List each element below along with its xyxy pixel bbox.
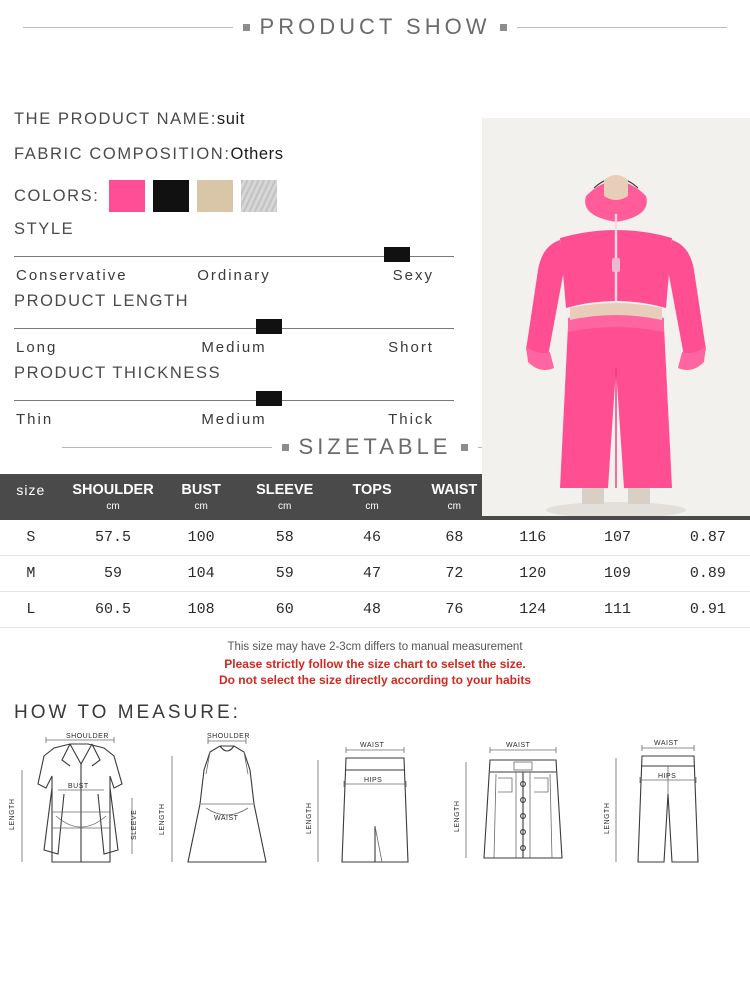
attribute-thickness (14, 364, 454, 428)
svg-text:HIPS: HIPS (364, 776, 383, 784)
product-name-row (14, 110, 464, 129)
attribute-thickness-title: PRODUCT THICKNESS (14, 364, 222, 382)
grey-swatch[interactable] (241, 180, 277, 212)
svg-text:SHOULDER: SHOULDER (207, 732, 250, 740)
svg-text:WAIST: WAIST (214, 814, 239, 822)
track-marker[interactable] (384, 247, 410, 262)
svg-text:LENGTH: LENGTH (159, 803, 166, 835)
cell-hips: 116 (496, 520, 569, 556)
attribute-thickness-ticks (14, 407, 454, 428)
col-header-tops: TOPS (331, 474, 412, 500)
product-photo (482, 118, 750, 516)
attribute-length-ticks (14, 335, 454, 356)
cell-shoulder: 57.5 (62, 520, 165, 556)
size-table-body (0, 520, 750, 628)
fabric-label: FABRIC COMPOSITION: (14, 145, 231, 163)
unit-shoulder: cm (62, 500, 165, 520)
attribute-style (14, 220, 454, 284)
svg-text:WAIST: WAIST (360, 741, 385, 749)
tick-label: Thin (16, 411, 54, 428)
divider-left (23, 27, 233, 28)
cell-sleeve: 60 (238, 592, 332, 628)
track-bar (14, 400, 454, 401)
svg-text:LENGTH: LENGTH (306, 802, 313, 834)
unit-sleeve: cm (238, 500, 332, 520)
table-row (0, 556, 750, 592)
cell-hips: 120 (496, 556, 569, 592)
cell-waist: 72 (413, 556, 496, 592)
size-notes (0, 640, 750, 688)
pants-figure (598, 730, 744, 880)
attribute-length-track[interactable] (14, 317, 454, 335)
square-bullet-icon (282, 444, 289, 451)
tick-label: Ordinary (197, 267, 271, 284)
cell-bust: 104 (164, 556, 238, 592)
cell-bust: 108 (164, 592, 238, 628)
table-row (0, 520, 750, 556)
note-tolerance: This size may have 2-3cm differs to manual measurement (227, 641, 523, 653)
product-overview (0, 40, 750, 428)
cell-weight: 0.87 (666, 520, 750, 556)
square-bullet-icon (461, 444, 468, 451)
attribute-length-title: PRODUCT LENGTH (14, 292, 190, 310)
cell-tops: 47 (331, 556, 412, 592)
cell-bottoms: 109 (569, 556, 665, 592)
col-header-size: size (0, 474, 62, 500)
how-to-measure-title: HOW TO MEASURE: (14, 701, 241, 723)
denim-skirt-figure (450, 730, 596, 880)
cell-waist: 68 (413, 520, 496, 556)
track-marker[interactable] (256, 391, 282, 406)
unit-tops: cm (331, 500, 412, 520)
cell-size: M (0, 556, 62, 592)
divider-left (62, 447, 272, 448)
note-habits: Do not select the size directly according to your habits (218, 672, 532, 687)
skirt-figure (302, 730, 448, 880)
tick-label: Thick (388, 411, 434, 428)
col-header-bust: BUST (164, 474, 238, 500)
sizetable-title: SIZETABLE (298, 434, 452, 459)
divider-right (517, 27, 727, 28)
square-bullet-icon (243, 24, 250, 31)
color-swatches (109, 180, 277, 212)
table-row (0, 592, 750, 628)
cell-tops: 46 (331, 520, 412, 556)
unit-waist: cm (413, 500, 496, 520)
tick-label: Conservative (16, 267, 128, 284)
colors-label: COLORS: (14, 186, 100, 205)
dress-figure (154, 730, 300, 880)
attribute-length (14, 292, 454, 356)
colors-row (14, 180, 464, 212)
attribute-thickness-track[interactable] (14, 389, 454, 407)
cell-weight: 0.89 (666, 556, 750, 592)
tick-label: Medium (201, 339, 267, 356)
note-follow-chart: Please strictly follow the size chart to selset the size. (224, 656, 526, 671)
cell-size: L (0, 592, 62, 628)
attribute-style-title: STYLE (14, 220, 75, 238)
tick-label: Medium (201, 411, 267, 428)
jacket-figure (6, 730, 152, 880)
pink-swatch[interactable] (109, 180, 145, 212)
track-marker[interactable] (256, 319, 282, 334)
cell-bottoms: 107 (569, 520, 665, 556)
product-name-label: THE PRODUCT NAME: (14, 110, 217, 128)
cell-weight: 0.91 (666, 592, 750, 628)
attribute-style-ticks (14, 263, 454, 284)
page-title: PRODUCT SHOW (259, 14, 491, 39)
cell-waist: 76 (413, 592, 496, 628)
attribute-style-track[interactable] (14, 245, 454, 263)
svg-text:LENGTH: LENGTH (604, 802, 611, 834)
product-detail-page (0, 14, 750, 1000)
svg-text:WAIST: WAIST (654, 739, 679, 747)
tick-label: Sexy (392, 267, 434, 284)
track-bar (14, 328, 454, 329)
product-info (14, 110, 464, 428)
col-header-sleeve: SLEEVE (238, 474, 332, 500)
col-header-shoulder: SHOULDER (62, 474, 165, 500)
cell-sleeve: 59 (238, 556, 332, 592)
cell-bottoms: 111 (569, 592, 665, 628)
svg-text:LENGTH: LENGTH (9, 798, 16, 830)
fabric-row (14, 145, 464, 164)
black-swatch[interactable] (153, 180, 189, 212)
unit-bust: cm (164, 500, 238, 520)
tick-label: Short (388, 339, 434, 356)
col-header-waist: WAIST (413, 474, 496, 500)
svg-text:BUST: BUST (68, 782, 89, 790)
square-bullet-icon (500, 24, 507, 31)
tick-label: Long (16, 339, 58, 356)
svg-text:WAIST: WAIST (506, 741, 531, 749)
cell-shoulder: 59 (62, 556, 165, 592)
unit-size (0, 500, 62, 520)
measure-figures (0, 730, 750, 880)
beige-swatch[interactable] (197, 180, 233, 212)
cell-size: S (0, 520, 62, 556)
cell-bust: 100 (164, 520, 238, 556)
svg-text:HIPS: HIPS (658, 772, 677, 780)
svg-text:SHOULDER: SHOULDER (66, 732, 109, 740)
cell-shoulder: 60.5 (62, 592, 165, 628)
section-header-product-show (0, 14, 750, 40)
cell-tops: 48 (331, 592, 412, 628)
svg-text:LENGTH: LENGTH (454, 800, 461, 832)
product-name-value: suit (216, 110, 245, 128)
svg-text:SLEEVE: SLEEVE (131, 809, 138, 840)
cell-hips: 124 (496, 592, 569, 628)
cell-sleeve: 58 (238, 520, 332, 556)
fabric-value: Others (230, 145, 284, 163)
